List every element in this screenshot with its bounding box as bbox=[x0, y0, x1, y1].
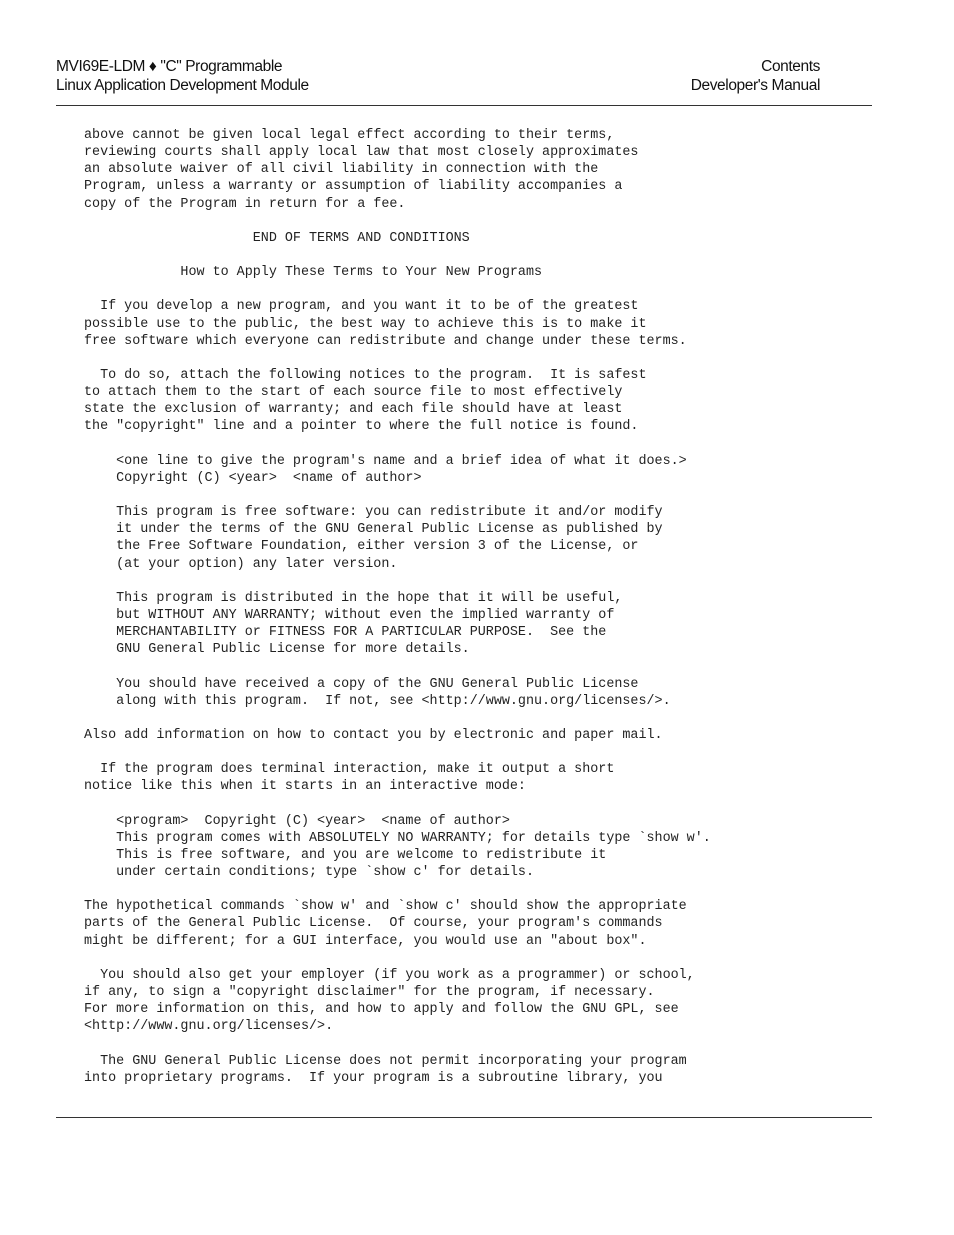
text-line: free software which everyone can redistribute and change under these terms. bbox=[84, 333, 687, 349]
text-line bbox=[84, 350, 864, 367]
text-line: an absolute waiver of all civil liability in connection with the bbox=[84, 162, 599, 178]
text-line bbox=[84, 213, 864, 230]
text-line: To do so, attach the following notices to the program. It is safest bbox=[84, 367, 647, 383]
text-line: parts of the General Public License. Of course, your program's commands bbox=[84, 916, 663, 932]
text-line bbox=[84, 487, 864, 504]
text-line: under certain conditions; type `show c' for details. bbox=[84, 865, 534, 881]
text-line: into proprietary programs. If your program is a subroutine library, you bbox=[84, 1070, 663, 1086]
text-line: <program> Copyright (C) <year> <name of author> bbox=[84, 813, 510, 829]
text-line: If you develop a new program, and you want it to be of the greatest bbox=[84, 299, 639, 315]
text-line: state the exclusion of warranty; and each file should have at least bbox=[84, 402, 623, 418]
text-line bbox=[84, 950, 864, 967]
text-line: Program, unless a warranty or assumption of liability accompanies a bbox=[84, 179, 623, 195]
text-line: to attach them to the start of each source file to most effectively bbox=[84, 385, 623, 401]
text-line: <one line to give the program's name and a brief idea of what it does.> bbox=[84, 453, 687, 469]
text-line: Copyright (C) <year> <name of author> bbox=[84, 470, 422, 486]
text-line: GNU General Public License for more details. bbox=[84, 642, 470, 658]
text-line: If the program does terminal interaction, make it output a short bbox=[84, 762, 615, 778]
footer-divider bbox=[56, 1117, 872, 1118]
text-line: END OF TERMS AND CONDITIONS bbox=[84, 230, 470, 246]
text-line bbox=[84, 710, 864, 727]
text-line: This is free software, and you are welcome to redistribute it bbox=[84, 847, 607, 863]
text-line bbox=[84, 281, 864, 298]
header-left bbox=[56, 57, 309, 95]
section-name: Contents bbox=[761, 58, 820, 75]
text-line: This program is free software: you can redistribute it and/or modify bbox=[84, 505, 663, 521]
text-line: <http://www.gnu.org/licenses/>. bbox=[84, 1019, 334, 1035]
text-line: You should have received a copy of the GNU General Public License bbox=[84, 676, 639, 692]
license-text-block bbox=[84, 127, 864, 1087]
text-line: the Free Software Foundation, either version 3 of the License, or bbox=[84, 539, 639, 555]
text-line: the "copyright" line and a pointer to where the full notice is found. bbox=[84, 419, 639, 435]
text-line: Also add information on how to contact you by electronic and paper mail. bbox=[84, 727, 663, 743]
text-line: reviewing courts shall apply local law that most closely approximates bbox=[84, 145, 639, 161]
text-line: it under the terms of the GNU General Public License as published by bbox=[84, 522, 663, 538]
text-line: along with this program. If not, see <http://www.gnu.org/licenses/>. bbox=[84, 693, 671, 709]
header-divider bbox=[56, 105, 872, 106]
manual-name: Developer's Manual bbox=[690, 77, 820, 94]
text-line: might be different; for a GUI interface, you would use an "about box". bbox=[84, 933, 647, 949]
text-line bbox=[84, 744, 864, 761]
product-subtitle: Linux Application Development Module bbox=[56, 77, 309, 94]
text-line: The GNU General Public License does not permit incorporating your program bbox=[84, 1053, 687, 1069]
text-line bbox=[84, 658, 864, 675]
text-line: You should also get your employer (if you work as a programmer) or school, bbox=[84, 967, 695, 983]
text-line bbox=[84, 573, 864, 590]
text-line: This program is distributed in the hope that it will be useful, bbox=[84, 590, 623, 606]
text-line: possible use to the public, the best way to achieve this is to make it bbox=[84, 316, 647, 332]
text-line: How to Apply These Terms to Your New Programs bbox=[84, 265, 543, 281]
text-line: This program comes with ABSOLUTELY NO WARRANTY; for details type `show w'. bbox=[84, 830, 711, 846]
text-line bbox=[84, 1035, 864, 1052]
text-line: but WITHOUT ANY WARRANTY; without even the implied warranty of bbox=[84, 607, 615, 623]
product-title: MVI69E-LDM ♦ "C" Programmable bbox=[56, 58, 283, 75]
text-line: if any, to sign a "copyright disclaimer" for the program, if necessary. bbox=[84, 985, 655, 1001]
text-line: For more information on this, and how to apply and follow the GNU GPL, see bbox=[84, 1002, 679, 1018]
text-line: copy of the Program in return for a fee. bbox=[84, 196, 406, 212]
text-line: above cannot be given local legal effect according to their terms, bbox=[84, 128, 615, 143]
text-line: notice like this when it starts in an interactive mode: bbox=[84, 779, 526, 795]
header-right bbox=[691, 57, 820, 95]
text-line bbox=[84, 436, 864, 453]
page-header bbox=[56, 57, 820, 97]
text-line: (at your option) any later version. bbox=[84, 556, 398, 572]
text-line bbox=[84, 795, 864, 812]
text-line: The hypothetical commands `show w' and `show c' should show the appropriate bbox=[84, 899, 687, 915]
text-line bbox=[84, 247, 864, 264]
text-line: MERCHANTABILITY or FITNESS FOR A PARTICULAR PURPOSE. See the bbox=[84, 625, 607, 641]
text-line bbox=[84, 881, 864, 898]
